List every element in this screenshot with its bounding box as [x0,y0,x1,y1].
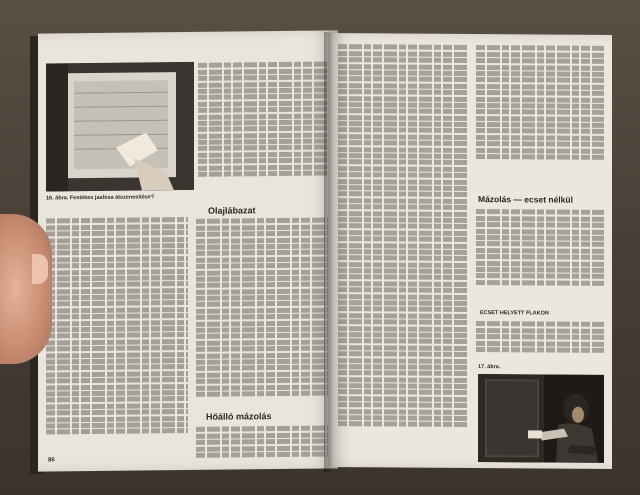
figure-16-caption-text: 16. ábra. Festékes jaalósa átszenesítése? [46,194,155,202]
left-page [38,30,338,471]
left-text-column-bottom [196,425,330,466]
figure-16-photo [46,62,194,192]
figure-17-photo [478,374,604,463]
heading-olajlabazat: Olajlábazat [208,205,256,216]
book-gutter-shadow [324,32,334,472]
reader-hand [0,214,52,364]
left-text-column-top [198,61,328,190]
figure-16-image [46,62,194,192]
heading-mazolas-ecset-nelkul: Mázolás — ecset nélkül [478,194,573,205]
right-text-column-left [338,43,468,464]
right-text-column-right-top [476,44,604,185]
figure-17-image [478,374,604,463]
heading-hoallo-mazolas: Hőálló mázolás [206,411,272,422]
figure-16-caption [46,194,154,202]
heading-ecset-helyett-flakon: ECSET HELYETT FLAKON [480,310,549,317]
figure-17-caption: 17. ábra. [478,364,501,371]
left-text-column-right [196,217,330,406]
right-text-column-right-bottom [476,320,604,361]
right-text-column-right-mid [476,208,604,305]
reader-thumbnail [32,254,48,284]
right-page [328,33,612,469]
left-page-number: 86 [48,457,55,464]
left-text-column-left [46,216,188,449]
open-book [28,26,614,476]
